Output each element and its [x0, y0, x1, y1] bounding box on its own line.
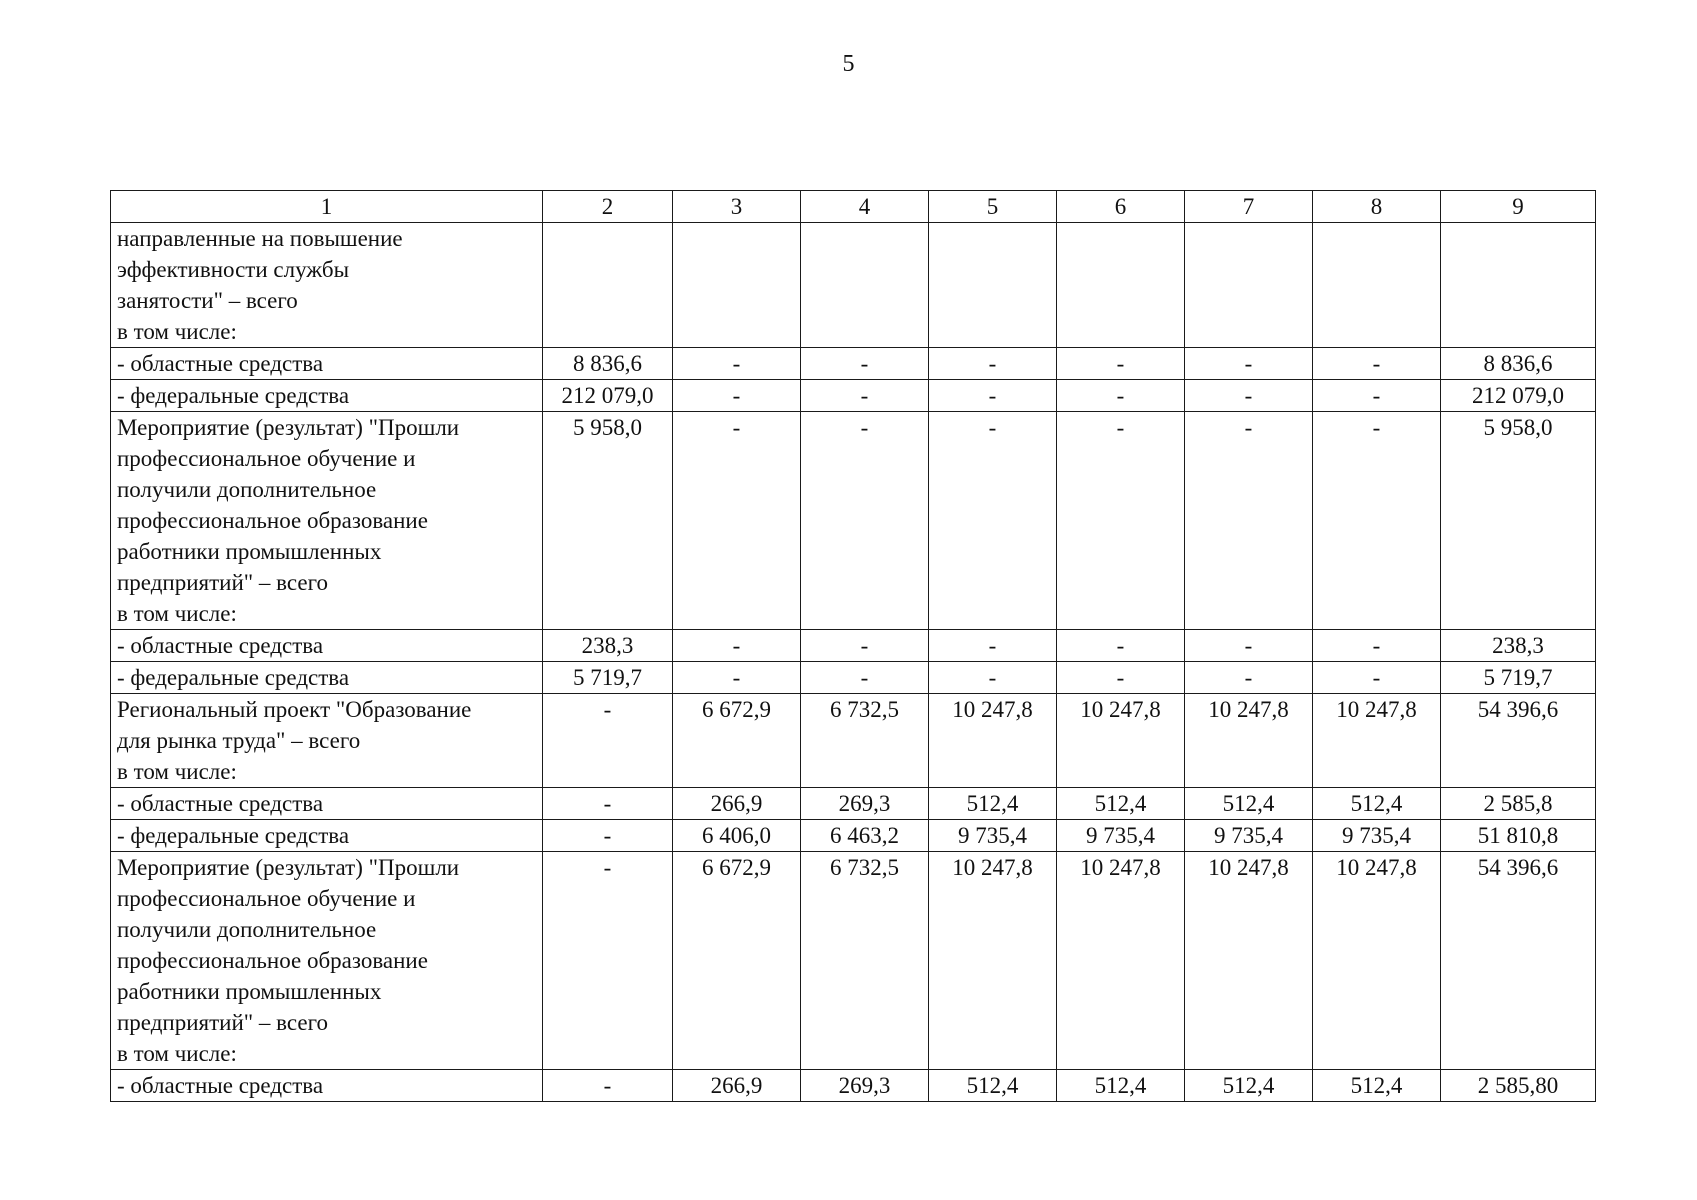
cell-value: 512,4: [1057, 788, 1185, 820]
cell-value: [543, 223, 673, 348]
row-label: направленные на повышение эффективности службы занятости" – всего в том числе:: [111, 223, 543, 348]
cell-value: [1057, 223, 1185, 348]
cell-value: [929, 223, 1057, 348]
cell-value: 512,4: [1185, 788, 1313, 820]
cell-value: -: [801, 412, 929, 630]
cell-value: -: [929, 662, 1057, 694]
cell-value: -: [1057, 412, 1185, 630]
row-label: Мероприятие (результат) "Прошли профессиональное обучение и получили дополнительное профессиональное образование работники промышленных предприятий" – всего в том числе:: [111, 412, 543, 630]
cell-value: 5 958,0: [543, 412, 673, 630]
cell-value: 8 836,6: [543, 348, 673, 380]
cell-value: -: [673, 412, 801, 630]
cell-value: 512,4: [929, 1070, 1057, 1102]
column-header: 9: [1441, 191, 1596, 223]
column-header: 4: [801, 191, 929, 223]
cell-value: -: [929, 380, 1057, 412]
cell-value: -: [929, 630, 1057, 662]
cell-value: 212 079,0: [1441, 380, 1596, 412]
row-label: Региональный проект "Образование для рынка труда" – всего в том числе:: [111, 694, 543, 788]
cell-value: 2 585,80: [1441, 1070, 1596, 1102]
cell-value: [801, 223, 929, 348]
cell-value: -: [543, 1070, 673, 1102]
cell-value: 6 406,0: [673, 820, 801, 852]
cell-value: 51 810,8: [1441, 820, 1596, 852]
cell-value: 5 958,0: [1441, 412, 1596, 630]
cell-value: -: [673, 380, 801, 412]
table-row: [111, 1070, 1596, 1102]
cell-value: 5 719,7: [1441, 662, 1596, 694]
cell-value: 6 732,5: [801, 852, 929, 1070]
cell-value: -: [1313, 630, 1441, 662]
cell-value: -: [1313, 380, 1441, 412]
table-row: [111, 820, 1596, 852]
cell-value: [1185, 223, 1313, 348]
funding-table: [110, 190, 1596, 1102]
cell-value: 10 247,8: [1057, 694, 1185, 788]
cell-value: 9 735,4: [1185, 820, 1313, 852]
cell-value: -: [1185, 348, 1313, 380]
cell-value: [1313, 223, 1441, 348]
cell-value: -: [543, 820, 673, 852]
table-header-row: [111, 191, 1596, 223]
cell-value: 10 247,8: [929, 694, 1057, 788]
cell-value: -: [1313, 662, 1441, 694]
cell-value: -: [673, 630, 801, 662]
cell-value: [1441, 223, 1596, 348]
cell-value: 54 396,6: [1441, 852, 1596, 1070]
row-label: Мероприятие (результат) "Прошли профессиональное обучение и получили дополнительное профессиональное образование работники промышленных предприятий" – всего в том числе:: [111, 852, 543, 1070]
cell-value: -: [1185, 662, 1313, 694]
column-header: 7: [1185, 191, 1313, 223]
cell-value: 266,9: [673, 1070, 801, 1102]
column-header: 3: [673, 191, 801, 223]
column-header: 6: [1057, 191, 1185, 223]
cell-value: 9 735,4: [1313, 820, 1441, 852]
row-label: - федеральные средства: [111, 820, 543, 852]
cell-value: 10 247,8: [929, 852, 1057, 1070]
cell-value: -: [801, 380, 929, 412]
cell-value: 512,4: [1185, 1070, 1313, 1102]
cell-value: -: [543, 788, 673, 820]
cell-value: -: [801, 630, 929, 662]
cell-value: 10 247,8: [1313, 694, 1441, 788]
cell-value: 6 672,9: [673, 852, 801, 1070]
cell-value: 8 836,6: [1441, 348, 1596, 380]
cell-value: 6 672,9: [673, 694, 801, 788]
cell-value: 5 719,7: [543, 662, 673, 694]
cell-value: -: [1057, 348, 1185, 380]
cell-value: 238,3: [1441, 630, 1596, 662]
row-label: - областные средства: [111, 788, 543, 820]
row-label: - областные средства: [111, 630, 543, 662]
cell-value: -: [1185, 380, 1313, 412]
row-label: - областные средства: [111, 348, 543, 380]
cell-value: 6 732,5: [801, 694, 929, 788]
cell-value: [673, 223, 801, 348]
cell-value: 10 247,8: [1313, 852, 1441, 1070]
cell-value: -: [1057, 630, 1185, 662]
cell-value: -: [1313, 412, 1441, 630]
cell-value: 10 247,8: [1185, 694, 1313, 788]
column-header: 8: [1313, 191, 1441, 223]
cell-value: 9 735,4: [1057, 820, 1185, 852]
cell-value: -: [543, 852, 673, 1070]
cell-value: 269,3: [801, 788, 929, 820]
cell-value: 10 247,8: [1057, 852, 1185, 1070]
column-header: 5: [929, 191, 1057, 223]
cell-value: 238,3: [543, 630, 673, 662]
row-label: - областные средства: [111, 1070, 543, 1102]
cell-value: 512,4: [1313, 1070, 1441, 1102]
cell-value: -: [673, 348, 801, 380]
cell-value: -: [1185, 630, 1313, 662]
cell-value: 512,4: [929, 788, 1057, 820]
page-number: 5: [842, 51, 855, 77]
cell-value: 6 463,2: [801, 820, 929, 852]
cell-value: -: [1313, 348, 1441, 380]
table-row: [111, 223, 1596, 348]
cell-value: -: [1057, 662, 1185, 694]
cell-value: 9 735,4: [929, 820, 1057, 852]
cell-value: -: [543, 694, 673, 788]
cell-value: 266,9: [673, 788, 801, 820]
table-row: [111, 852, 1596, 1070]
cell-value: 269,3: [801, 1070, 929, 1102]
cell-value: 512,4: [1313, 788, 1441, 820]
column-header: 1: [111, 191, 543, 223]
table-row: [111, 788, 1596, 820]
cell-value: -: [1185, 412, 1313, 630]
table-row: [111, 380, 1596, 412]
cell-value: 54 396,6: [1441, 694, 1596, 788]
table-row: [111, 662, 1596, 694]
table-row: [111, 412, 1596, 630]
cell-value: 2 585,8: [1441, 788, 1596, 820]
cell-value: -: [673, 662, 801, 694]
cell-value: -: [801, 348, 929, 380]
column-header: 2: [543, 191, 673, 223]
cell-value: -: [929, 348, 1057, 380]
cell-value: -: [929, 412, 1057, 630]
table-row: [111, 348, 1596, 380]
cell-value: 10 247,8: [1185, 852, 1313, 1070]
cell-value: -: [801, 662, 929, 694]
cell-value: 212 079,0: [543, 380, 673, 412]
table-row: [111, 630, 1596, 662]
row-label: - федеральные средства: [111, 380, 543, 412]
row-label: - федеральные средства: [111, 662, 543, 694]
table-row: [111, 694, 1596, 788]
cell-value: -: [1057, 380, 1185, 412]
cell-value: 512,4: [1057, 1070, 1185, 1102]
